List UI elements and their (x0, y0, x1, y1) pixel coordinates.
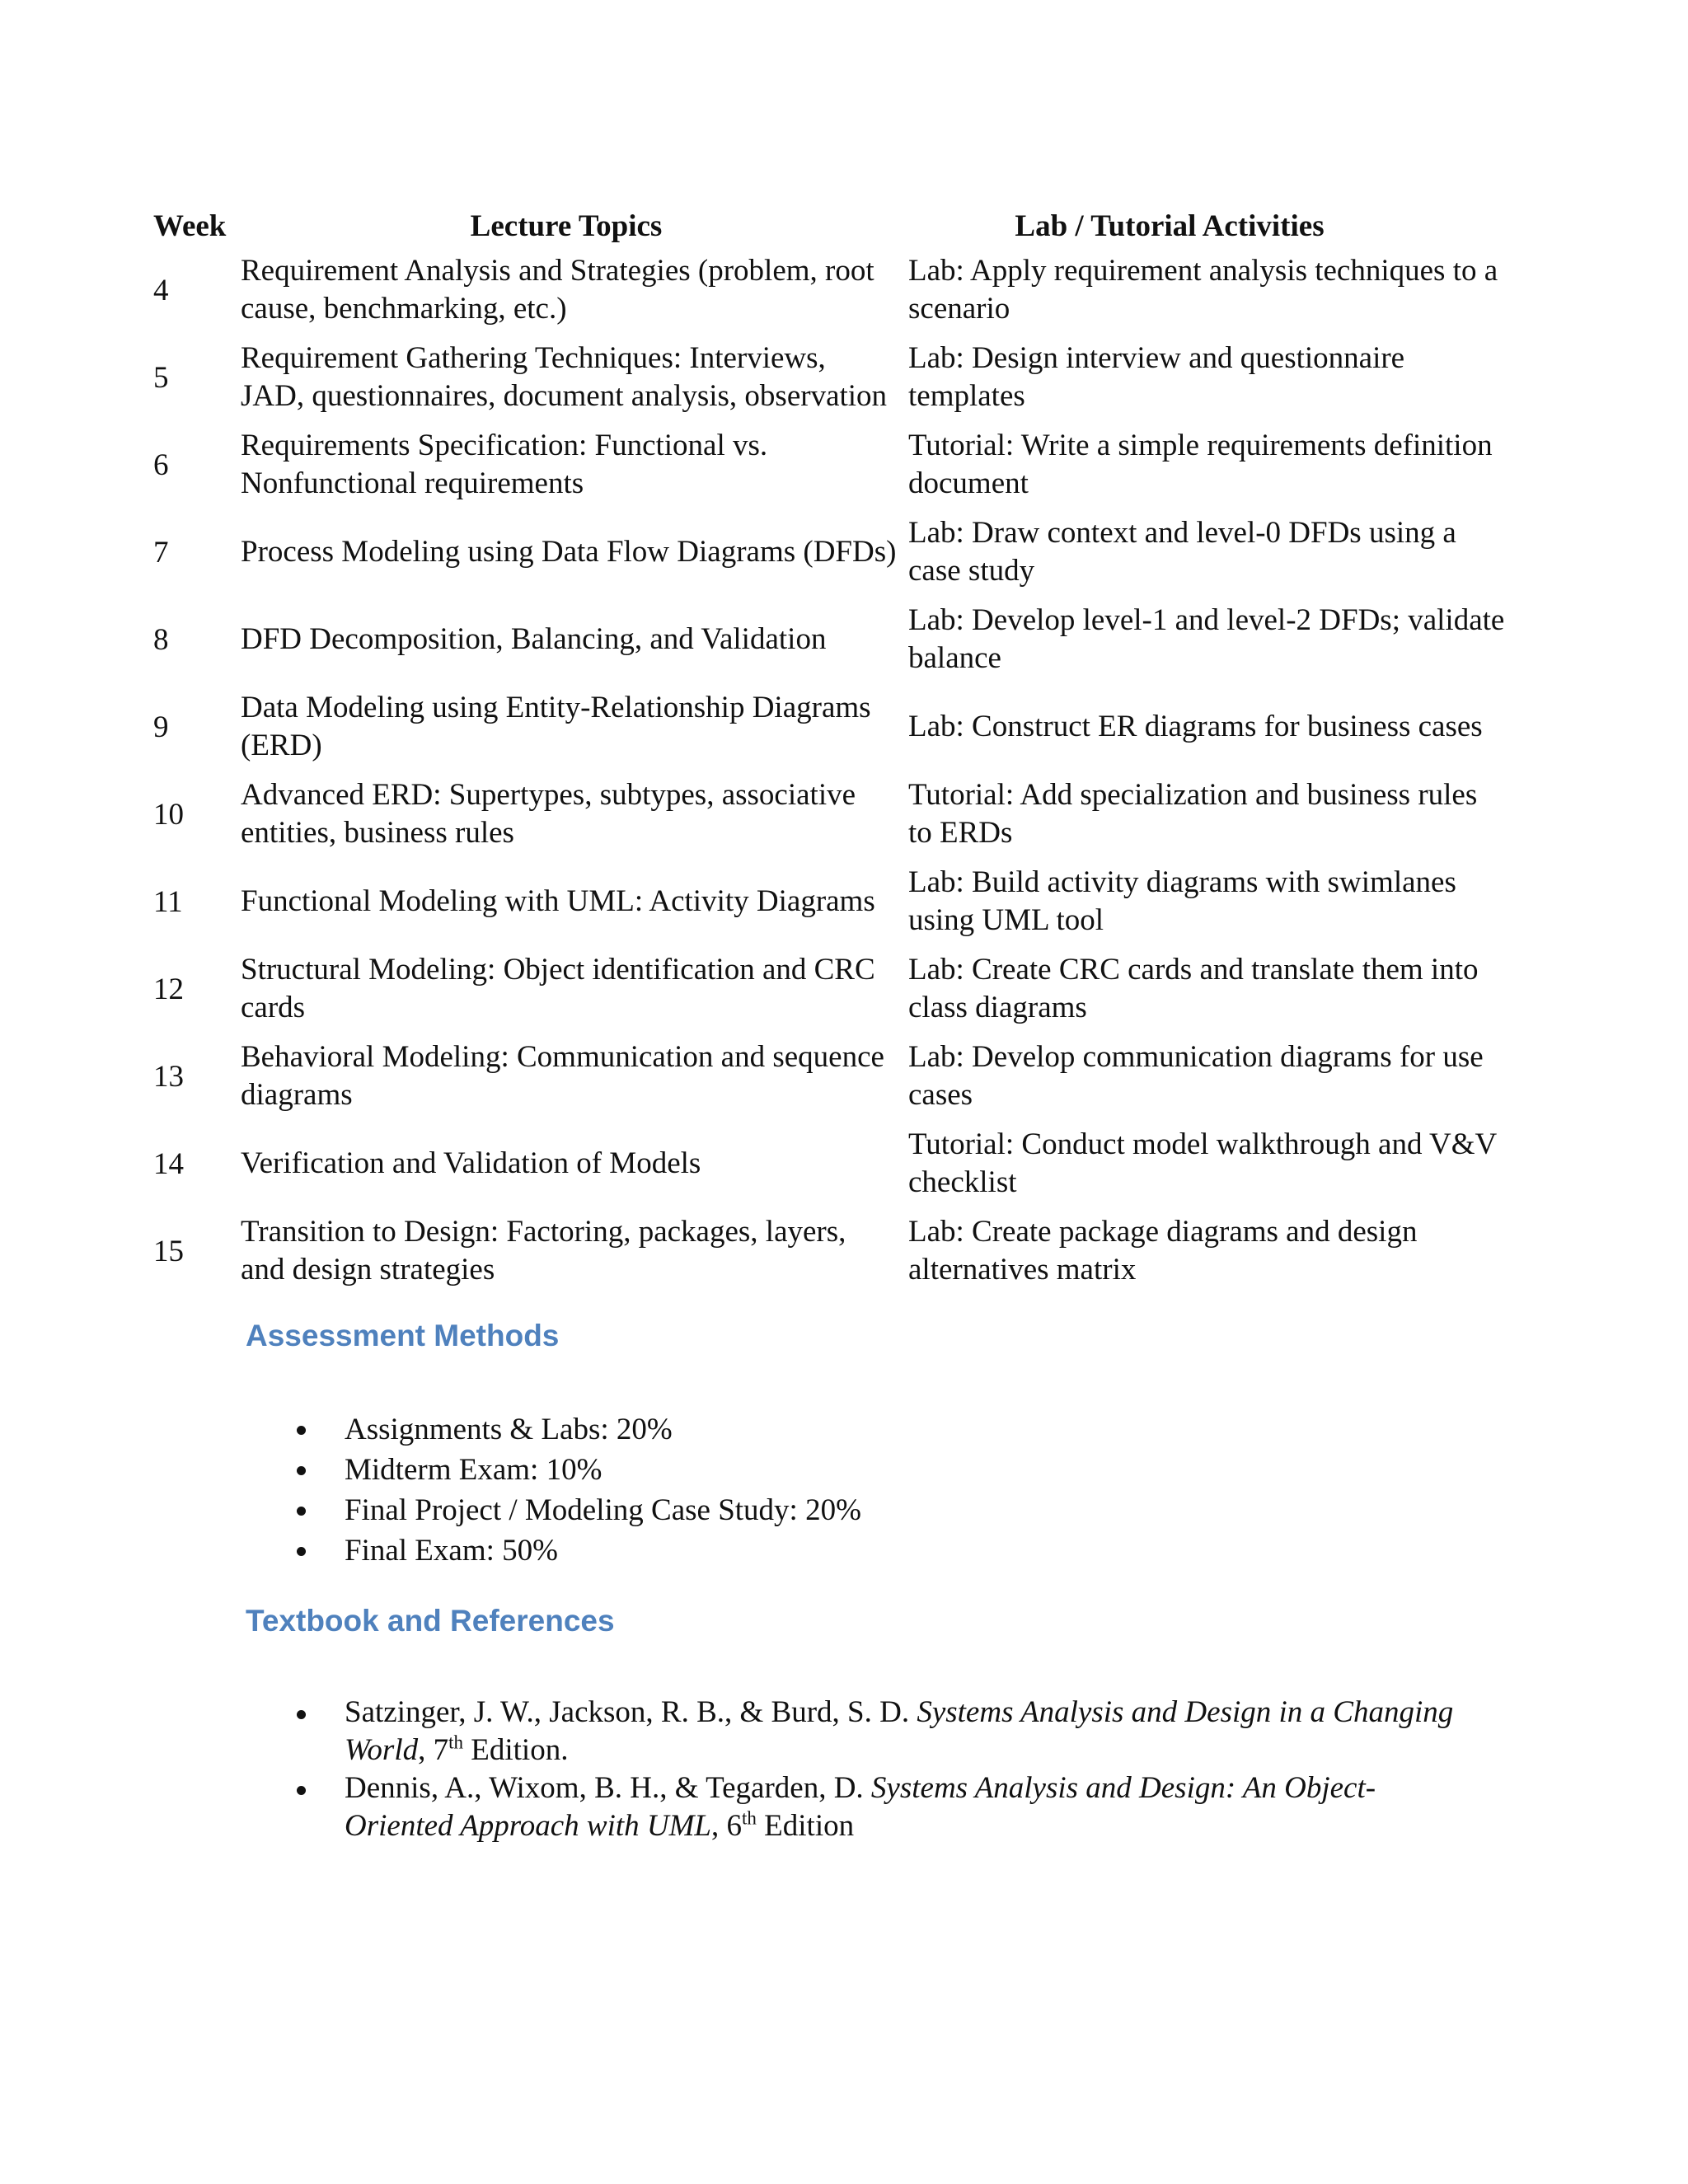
table-row (153, 336, 1505, 424)
list-item (297, 1450, 1467, 1490)
activity-cell: Lab: Create package diagrams and design alternatives matrix (908, 1215, 1418, 1286)
bullet-icon (297, 1507, 306, 1516)
reference-edition-text: Edition (756, 1809, 855, 1843)
activity-cell: Lab: Develop level-1 and level-2 DFDs; validate balance (908, 603, 1505, 675)
reference-edition-text: Edition. (463, 1733, 569, 1767)
table-row (153, 686, 1505, 773)
activity-cell: Lab: Draw context and level-0 DFDs using a case study (908, 516, 1456, 588)
list-item (297, 1769, 1467, 1845)
topic-cell: Structural Modeling: Object identification and CRC cards (241, 953, 875, 1024)
lecture-topics-column-header: Lecture Topics (470, 209, 663, 243)
table-row (153, 1122, 1505, 1210)
week-cell: 10 (153, 798, 184, 832)
reference-edition-number: , 7 (418, 1733, 449, 1767)
topic-cell: Behavioral Modeling: Communication and sequence diagrams (241, 1040, 884, 1112)
table-row (153, 598, 1505, 686)
table-row (153, 1035, 1505, 1122)
assessment-item: Midterm Exam: 10% (345, 1453, 603, 1487)
assessment-item: Final Exam: 50% (345, 1534, 558, 1568)
table-row (153, 773, 1505, 860)
week-cell: 12 (153, 972, 184, 1006)
bullet-icon (297, 1786, 306, 1795)
week-column-header: Week (153, 209, 227, 243)
list-item (297, 1409, 1467, 1450)
week-cell: 8 (153, 623, 169, 657)
table-row (153, 511, 1505, 598)
reference-edition-suffix: th (448, 1732, 463, 1753)
topic-cell: Process Modeling using Data Flow Diagrams (DFDs) (241, 535, 897, 569)
table-row (153, 948, 1505, 1035)
activity-cell: Lab: Design interview and questionnaire templates (908, 341, 1405, 413)
topic-cell: Advanced ERD: Supertypes, subtypes, associative entities, business rules (241, 778, 856, 850)
bullet-icon (297, 1710, 306, 1719)
bullet-icon (297, 1547, 306, 1556)
activity-cell: Lab: Apply requirement analysis techniques to a scenario (908, 254, 1498, 326)
week-cell: 6 (153, 448, 169, 482)
reference-edition-number: , 6 (711, 1809, 743, 1843)
reference-edition-suffix: th (742, 1807, 757, 1829)
assessment-item: Final Project / Modeling Case Study: 20% (345, 1493, 861, 1527)
week-cell: 14 (153, 1147, 184, 1181)
topic-cell: DFD Decomposition, Balancing, and Validation (241, 622, 827, 656)
reference-authors: Dennis, A., Wixom, B. H., & Tegarden, D. (345, 1771, 871, 1805)
course-schedule-table (153, 203, 1505, 1297)
list-item (297, 1530, 1467, 1571)
list-item (297, 1694, 1467, 1769)
table-header-row (153, 203, 1505, 249)
reference-title: Systems Analysis and Design: An Object-Oriented Approach with UML (345, 1771, 1376, 1843)
week-cell: 7 (153, 536, 169, 569)
week-cell: 11 (153, 885, 183, 919)
references-list (297, 1694, 1467, 1845)
week-cell: 9 (153, 710, 169, 744)
topic-cell: Functional Modeling with UML: Activity Diagrams (241, 884, 875, 918)
textbook-references-heading: Textbook and References (246, 1604, 615, 1638)
activity-cell: Lab: Construct ER diagrams for business cases (908, 710, 1483, 743)
list-item (297, 1490, 1467, 1530)
table-row (153, 1210, 1505, 1297)
table-row (153, 249, 1505, 336)
week-cell: 5 (153, 361, 169, 395)
reference-authors: Satzinger, J. W., Jackson, R. B., & Burd, S. D. (345, 1695, 917, 1729)
topic-cell: Verification and Validation of Models (241, 1146, 701, 1180)
activity-cell: Tutorial: Conduct model walkthrough and V&V checklist (908, 1127, 1497, 1199)
activity-cell: Lab: Develop communication diagrams for use cases (908, 1040, 1484, 1112)
table-row (153, 424, 1505, 511)
activity-cell: Tutorial: Add specialization and business rules to ERDs (908, 778, 1478, 850)
reference-title: Systems Analysis and Design in a Changing World (345, 1695, 1454, 1767)
week-cell: 13 (153, 1060, 184, 1094)
bullet-icon (297, 1426, 306, 1435)
activity-cell: Lab: Create CRC cards and translate them into class diagrams (908, 953, 1479, 1024)
topic-cell: Requirement Gathering Techniques: Interviews, JAD, questionnaires, document analysis, observation (241, 341, 888, 413)
topic-cell: Transition to Design: Factoring, packages, layers, and design strategies (241, 1215, 846, 1286)
topic-cell: Data Modeling using Entity-Relationship Diagrams (ERD) (241, 691, 871, 762)
assessment-list (297, 1409, 1467, 1571)
week-cell: 4 (153, 274, 169, 307)
assessment-methods-heading: Assessment Methods (246, 1319, 560, 1352)
activities-column-header: Lab / Tutorial Activities (1015, 209, 1325, 243)
topic-cell: Requirement Analysis and Strategies (problem, root cause, benchmarking, etc.) (241, 254, 874, 326)
topic-cell: Requirements Specification: Functional vs. Nonfunctional requirements (241, 429, 768, 500)
bullet-icon (297, 1466, 306, 1475)
activity-cell: Lab: Build activity diagrams with swimlanes using UML tool (908, 865, 1456, 937)
activity-cell: Tutorial: Write a simple requirements definition document (908, 429, 1493, 500)
assessment-item: Assignments & Labs: 20% (345, 1413, 673, 1446)
table-row (153, 860, 1505, 948)
week-cell: 15 (153, 1235, 184, 1268)
